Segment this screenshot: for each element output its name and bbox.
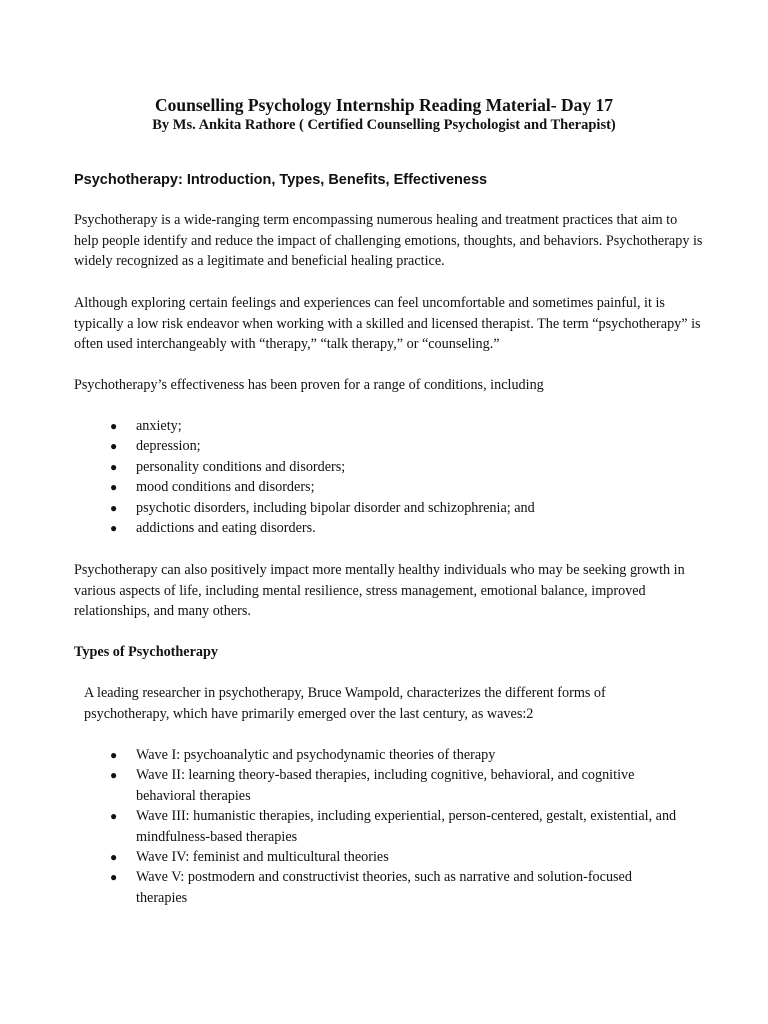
bullet-icon: ● (110, 870, 118, 885)
list-item: ● Wave V: postmodern and constructivist theories, such as narrative and solution-focused therapies (110, 869, 632, 906)
types-heading: Types of Psychotherapy (74, 644, 218, 660)
bullet-icon: ● (110, 521, 118, 536)
types-intro-paragraph: A leading researcher in psychotherapy, Bruce Wampold, characterizes the different forms of psychotherapy, which have primarily emerged over the last century, as waves:2 (84, 685, 606, 722)
list-item: ● depression; (110, 436, 680, 456)
bullet-icon: ● (110, 480, 118, 495)
effectiveness-paragraph: Psychotherapy’s effectiveness has been proven for a range of conditions, including (74, 377, 544, 393)
list-item: ● addictions and eating disorders. (110, 518, 680, 538)
list-item: ● anxiety; (110, 416, 680, 436)
bullet-icon: ● (110, 459, 118, 474)
intro-paragraph: Psychotherapy is a wide-ranging term encompassing numerous healing and treatment practices that aim to help people identify and reduce the impact of challenging emotions, thoughts, and behaviors. Psychotherapy is widely recognized as a legitimate and beneficial healing practice. (74, 212, 703, 270)
list-item: ● Wave III: humanistic therapies, including experiential, person-centered, gestalt, existential, and mindfulness-based therapies (110, 808, 677, 845)
list-item: ● mood conditions and disorders; (110, 477, 680, 497)
bullet-icon: ● (110, 748, 118, 762)
bullet-icon: ● (110, 768, 118, 783)
list-item: ● psychotic disorders, including bipolar disorder and schizophrenia; and (110, 498, 680, 518)
page-subtitle: By Ms. Ankita Rathore ( Certified Counselling Psychologist and Therapist) (152, 117, 616, 133)
page-title: Counselling Psychology Internship Reading Material- Day 17 (155, 95, 613, 115)
benefit-paragraph: Psychotherapy can also positively impact more mentally healthy individuals who may be seeking growth in various aspects of life, including mental resilience, stress management, emotional balance, improved relationships, and many others. (74, 562, 685, 620)
bullet-icon: ● (110, 809, 118, 824)
list-item: ● Wave IV: feminist and multicultural theories (110, 847, 680, 867)
list-item: ● Wave II: learning theory-based therapies, including cognitive, behavioral, and cognitive behavioral therapies (110, 767, 635, 804)
waves-list (110, 745, 680, 908)
risk-paragraph: Although exploring certain feelings and experiences can feel uncomfortable and sometimes painful, it is typically a low risk endeavor when working with a skilled and licensed therapist. The term “psychotherapy” is often used interchangeably with “therapy,” “talk therapy,” or “counseling.” (74, 295, 701, 353)
list-item: ● personality conditions and disorders; (110, 457, 680, 477)
bullet-icon: ● (110, 439, 118, 454)
bullet-icon: ● (110, 850, 118, 865)
bullet-icon: ● (110, 419, 118, 433)
list-item: ● Wave I: psychoanalytic and psychodynamic theories of therapy (110, 745, 680, 765)
section-heading: Psychotherapy: Introduction, Types, Benefits, Effectiveness (74, 172, 488, 188)
bullet-icon: ● (110, 500, 118, 515)
conditions-list (110, 416, 680, 538)
